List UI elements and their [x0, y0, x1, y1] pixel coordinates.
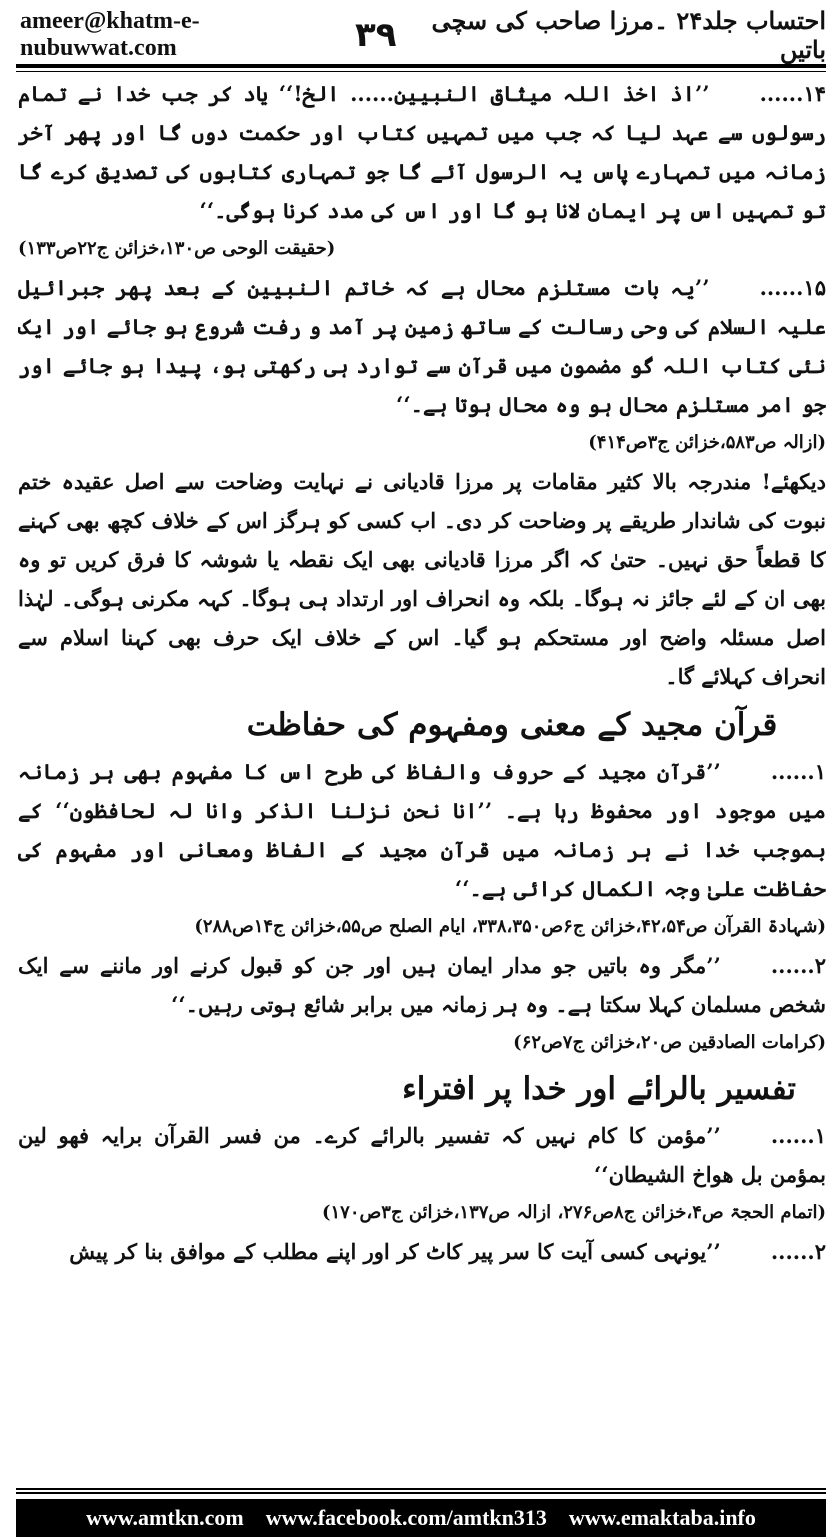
paragraph — [18, 1232, 826, 1271]
paragraph-text: دیکھئے! مندرجہ بالا کثیر مقامات پر مرزا قادیانی نے نہایت وضاحت سے اصل عقیدہ ختم نبوت کی شاندار طریقے پر وضاحت کر دی۔ اب کسی کو ہرگز اس کے خلاف کچھ بھی کہنے کا قطعاً حق نہیں۔ حتیٰ کہ اگر مرزا قادیانی بھی ایک نقطہ یا شوشہ کا فرق کریں تو وہ بھی ان کے لئے جائز نہ ہوگا۔ بلکہ وہ انحراف اور ارتداد ہی ہوگا۔ کہہ مکرنی ہوگی۔ لہٰذا اصل مسئلہ واضح اور مستحکم ہو گیا۔ اس کے خلاف ایک حرف بھی کہنا اسلام سے انحراف کہلائے گا۔ — [18, 469, 826, 689]
item-number: ۲...... — [770, 1239, 826, 1264]
paragraph — [18, 1116, 826, 1194]
page-body — [18, 74, 826, 1474]
paragraph — [18, 752, 826, 908]
section-heading: قرآن مجید کے معنی ومفہوم کی حفاظت — [246, 707, 778, 743]
item-number: ۱۴...... — [759, 81, 826, 106]
paragraph-text: ’’قرآن مجید کے حروف والفاظ کی طرح اس کا مفہوم بھی ہر زمانہ میں موجود اور محفوظ رہا ہے۔ ’’انا نحن نزلنا الذکر وانا لہ لحافظون‘‘ کے بموجب خدا نے ہر زمانہ میں قرآن مجید کے الفاظ ومعانی اور مفہوم کی حفاظت علیٰ وجہ الکمال کرائی ہے۔‘‘ — [18, 759, 826, 901]
page-number: ۳۹ — [355, 15, 397, 55]
section-heading: تفسیر بالرائے اور خدا پر افتراء — [402, 1071, 796, 1107]
header-email[interactable]: ameer@khatm-e-nubuwwat.com — [20, 8, 200, 61]
paragraph-text: ’’مگر وہ باتیں جو مدار ایمان ہیں اور جن کو قبول کرنے اور ماننے سے ایک شخص مسلمان کہلا سکتا ہے۔ وہ ہر زمانہ میں برابر شائع ہوتی رہیں۔‘‘ — [18, 953, 826, 1017]
paragraph — [18, 946, 826, 1024]
paragraph — [18, 268, 826, 424]
citation: (ازالہ ص۵۸۳،خزائن ج۳ص۴۱۴) — [588, 432, 826, 453]
paragraph — [18, 462, 826, 696]
footer-link-amtkn[interactable]: www.amtkn.com — [86, 1505, 244, 1530]
paragraph-text: ’’یہ بات مستلزم محال ہے کہ خاتم النبیین کے بعد پھر جبرائیل علیہ السلام کی وحی رسالت کے ساتھ زمین پر آمد و رفت شروع ہو جائے اور ایک نئی کتاب اللہ گو مضمون میں قرآن سے توارد ہی رکھتی ہو، پیدا ہو جائے اور جو امر مستلزم محال ہو وہ محال ہوتا ہے۔‘‘ — [18, 275, 826, 417]
page-footer — [16, 1499, 826, 1537]
footer-link-emaktaba[interactable]: www.emaktaba.info — [568, 1505, 756, 1530]
header-left — [20, 8, 397, 62]
footer-rule — [16, 1488, 826, 1494]
paragraph-text: ’’اذ اخذ اللہ میثاق النبیین...... الخ!‘‘ یاد کر جب خدا نے تمام رسولوں سے عہد لیا کہ جب میں تمہیں کتاب اور حکمت دوں گا اور پھر آخر زمانہ میں تمہارے پاس یہ الرسول آئے گا جو تمہاری کتابوں کی تصدیق کرے گا تو تمہیں اس پر ایمان لانا ہو گا اور اس کی مدد کرنا ہوگی۔‘‘ — [18, 81, 826, 223]
header-rule — [16, 64, 826, 72]
paragraph-text: ’’یونہی کسی آیت کا سر پیر کاٹ کر اور اپنے مطلب کے موافق بنا کر پیش — [69, 1239, 721, 1264]
citation: (کرامات الصادقین ص۲۰،خزائن ج۷ص۶۲) — [513, 1032, 826, 1053]
footer-link-facebook[interactable]: www.facebook.com/amtkn313 — [265, 1505, 547, 1530]
item-number: ۱...... — [770, 1123, 826, 1148]
page-header — [20, 6, 826, 64]
citation: (اتمام الحجۃ ص۴،خزائن ج۸ص۲۷۶، ازالہ ص۱۳۷،خزائن ج۳ص۱۷۰) — [321, 1202, 826, 1223]
paragraph — [18, 74, 826, 230]
paragraph-text: ’’مؤمن کا کام نہیں کہ تفسیر بالرائے کرے۔ من فسر القرآن برایہ فھو لین بمؤمن بل ھواخ الشیطان‘‘ — [18, 1123, 826, 1187]
running-title: احتساب جلد۲۴ ۔مرزا صاحب کی سچی باتیں — [431, 6, 826, 64]
item-number: ۱...... — [770, 759, 826, 784]
item-number: ۲...... — [770, 953, 826, 978]
citation: (حقیقت الوحی ص۱۳۰،خزائن ج۲۲ص۱۳۳) — [18, 238, 336, 259]
item-number: ۱۵...... — [759, 275, 826, 300]
citation: (شہادۃ القرآن ص۴۲،۵۴،خزائن ج۶ص۳۳۸،۳۵۰، ایام الصلح ص۵۵،خزائن ج۱۴ص۲۸۸) — [194, 916, 826, 937]
